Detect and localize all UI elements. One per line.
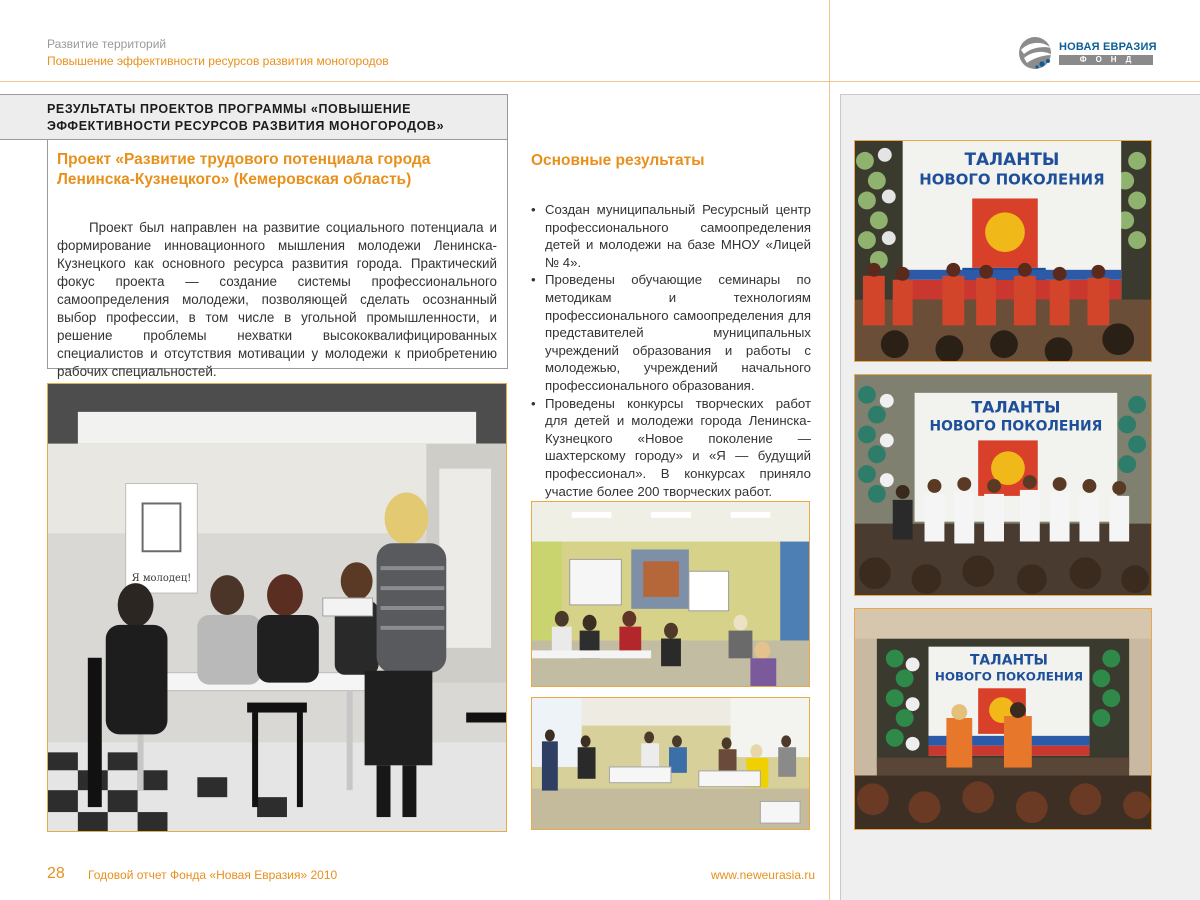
- logo-globe-icon: [1018, 36, 1056, 70]
- stage-banner-line1: ТАЛАНТЫ: [969, 652, 1048, 669]
- header-rule: [0, 81, 1200, 82]
- stage-banner-line1: ТАЛАНТЫ: [964, 148, 1060, 169]
- stage-banner-line1: ТАЛАНТЫ: [971, 397, 1061, 417]
- photo-stage-1: [854, 140, 1152, 362]
- header-subsection: Повышение эффективности ресурсов развития моногородов: [47, 54, 389, 68]
- results-list: [531, 201, 811, 500]
- photo-seminar-2: [531, 697, 810, 830]
- results-item: • Проведены конкурсы творческих работ для детей и молодежи города Ленинска-Кузнецкого «Новое поколение — шахтерскому городу» и «Я — будущий профессионал». В конкурсах приняло участие более 200 творческих работ.: [531, 395, 811, 501]
- photo-stage-3: [854, 608, 1152, 830]
- page-spread-divider: [829, 0, 830, 900]
- page-number: 28: [47, 865, 65, 882]
- results-item: • Проведены обучающие семинары по методикам и технологиям профессионального самоопределения для представителей муниципальных учреждений образования и работы с молодежью, учреждений начального профессионального образования.: [531, 271, 811, 394]
- results-title: Основные результаты: [531, 152, 705, 169]
- photo-stage-2: [854, 374, 1152, 596]
- stage-banner-line2: НОВОГО ПОКОЛЕНИЯ: [934, 669, 1084, 684]
- photo-seminar-1: [531, 501, 810, 687]
- logo-sub: ФОНД: [1079, 55, 1141, 64]
- results-item: • Создан муниципальный Ресурсный центр профессионального самоопределения детей и молодежи на базе МНОУ «Лицей № 4».: [531, 201, 811, 271]
- footer-report-title: Годовой отчет Фонда «Новая Евразия» 2010: [88, 868, 338, 882]
- project-title: Проект «Развитие трудового потенциала города Ленинска-Кузнецкого» (Кемеровская область): [57, 151, 431, 188]
- stage-banner-line2: НОВОГО ПОКОЛЕНИЯ: [919, 170, 1105, 189]
- footer-url[interactable]: www.neweurasia.ru: [710, 868, 815, 882]
- photo-meeting: [47, 383, 507, 832]
- logo-name: НОВАЯ ЕВРАЗИЯ: [1059, 41, 1157, 53]
- stage-banner-line2: НОВОГО ПОКОЛЕНИЯ: [929, 418, 1103, 435]
- project-description: Проект был направлен на развитие социального потенциала и формирование инновационного мышления молодежи Ленинска-Кузнецкого как основного ресурса развития города. Практический фокус проекта — создание системы профессионального самоопределения молодежи, позволяющей сделать осознанный выбор профессии, в том числе в угольной промышленности, и решение проблемы нехватки высококвалифицированных специалистов и отсутствия мотивации у молодежи к приобретению рабочих специальностей.: [57, 220, 497, 379]
- whiteboard-note: Я молодец!: [131, 573, 192, 585]
- header-section: Развитие территорий: [47, 37, 167, 51]
- section-title: РЕЗУЛЬТАТЫ ПРОЕКТОВ ПРОГРАММЫ «ПОВЫШЕНИЕ ЭФФЕКТИВНОСТИ РЕСУРСОВ РАЗВИТИЯ МОНОГОРОДОВ»: [47, 102, 445, 133]
